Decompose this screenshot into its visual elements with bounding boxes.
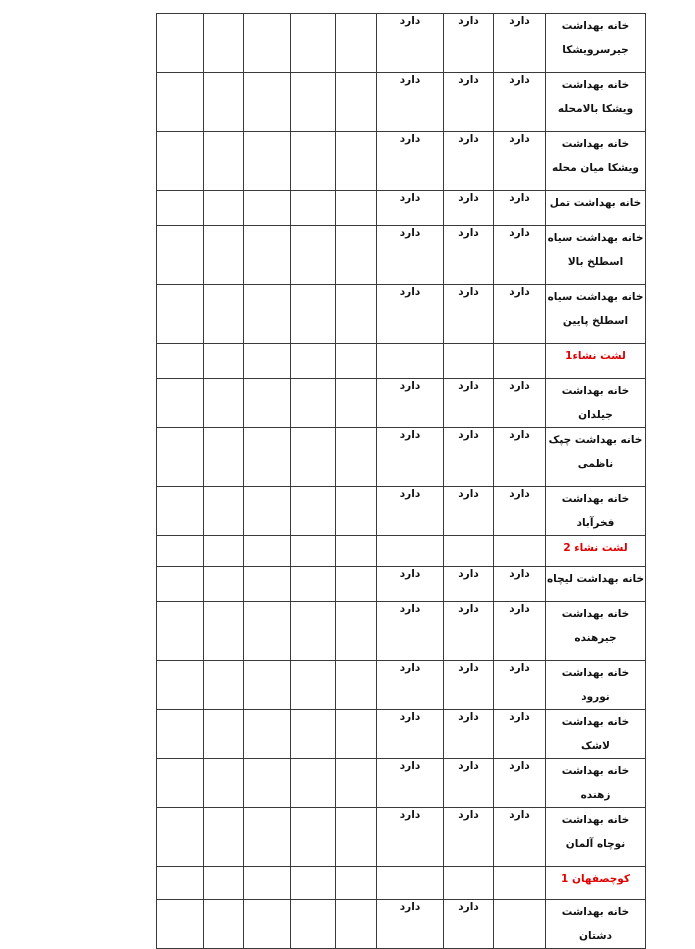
empty-cell xyxy=(157,132,204,191)
empty-cell xyxy=(291,226,336,285)
table-row xyxy=(157,567,646,602)
empty-cell xyxy=(244,14,291,73)
empty-cell xyxy=(157,226,204,285)
status-cell: دارد xyxy=(494,226,546,285)
table-row xyxy=(157,808,646,867)
table-row xyxy=(157,191,646,226)
empty-cell xyxy=(291,73,336,132)
status-cell: دارد xyxy=(444,14,494,73)
table-row xyxy=(157,487,646,536)
health-house-table xyxy=(156,13,646,949)
empty-cell xyxy=(204,73,244,132)
status-cell: دارد xyxy=(444,710,494,759)
status-cell xyxy=(444,867,494,900)
empty-cell xyxy=(291,285,336,344)
table-row xyxy=(157,900,646,949)
status-cell: دارد xyxy=(444,487,494,536)
empty-cell xyxy=(336,900,377,949)
section-row xyxy=(157,867,646,900)
status-cell: دارد xyxy=(494,191,546,226)
empty-cell xyxy=(336,191,377,226)
facility-name: خانه بهداشت لیچاه xyxy=(546,567,646,602)
empty-cell xyxy=(291,428,336,487)
empty-cell xyxy=(336,536,377,567)
status-cell: دارد xyxy=(377,567,444,602)
status-cell: دارد xyxy=(377,487,444,536)
status-cell: دارد xyxy=(494,285,546,344)
status-cell: دارد xyxy=(377,710,444,759)
section-row xyxy=(157,536,646,567)
status-cell xyxy=(377,536,444,567)
empty-cell xyxy=(157,344,204,379)
empty-cell xyxy=(204,285,244,344)
facility-name: خانه بهداشت نورود xyxy=(546,661,646,710)
table-row xyxy=(157,73,646,132)
empty-cell xyxy=(204,567,244,602)
status-cell xyxy=(377,344,444,379)
table-row xyxy=(157,710,646,759)
facility-name: خانه بهداشت ویشکا میان محله xyxy=(546,132,646,191)
empty-cell xyxy=(291,14,336,73)
empty-cell xyxy=(157,379,204,428)
empty-cell xyxy=(336,226,377,285)
empty-cell xyxy=(204,487,244,536)
status-cell: دارد xyxy=(494,567,546,602)
empty-cell xyxy=(157,710,204,759)
empty-cell xyxy=(204,428,244,487)
status-cell: دارد xyxy=(494,428,546,487)
empty-cell xyxy=(336,487,377,536)
status-cell: دارد xyxy=(444,379,494,428)
empty-cell xyxy=(336,428,377,487)
status-cell: دارد xyxy=(377,14,444,73)
empty-cell xyxy=(291,132,336,191)
status-cell: دارد xyxy=(494,487,546,536)
table-row xyxy=(157,285,646,344)
empty-cell xyxy=(157,567,204,602)
section-label: کوچصفهان 1 xyxy=(546,867,646,900)
empty-cell xyxy=(204,602,244,661)
empty-cell xyxy=(157,487,204,536)
empty-cell xyxy=(244,602,291,661)
status-cell: دارد xyxy=(494,379,546,428)
empty-cell xyxy=(291,759,336,808)
empty-cell xyxy=(291,567,336,602)
status-cell: دارد xyxy=(494,132,546,191)
table-row xyxy=(157,661,646,710)
status-cell: دارد xyxy=(494,808,546,867)
empty-cell xyxy=(157,73,204,132)
facility-name: خانه بهداشت جیلدان xyxy=(546,379,646,428)
status-cell: دارد xyxy=(444,900,494,949)
facility-name: خانه بهداشت زهنده xyxy=(546,759,646,808)
empty-cell xyxy=(291,536,336,567)
empty-cell xyxy=(336,285,377,344)
facility-name: خانه بهداشت ویشکا بالامحله xyxy=(546,73,646,132)
empty-cell xyxy=(336,867,377,900)
empty-cell xyxy=(204,14,244,73)
empty-cell xyxy=(204,661,244,710)
status-cell: دارد xyxy=(377,73,444,132)
empty-cell xyxy=(204,132,244,191)
empty-cell xyxy=(157,602,204,661)
empty-cell xyxy=(336,661,377,710)
status-cell: دارد xyxy=(444,73,494,132)
empty-cell xyxy=(204,759,244,808)
empty-cell xyxy=(244,661,291,710)
empty-cell xyxy=(291,867,336,900)
status-cell: دارد xyxy=(377,661,444,710)
empty-cell xyxy=(244,900,291,949)
empty-cell xyxy=(336,73,377,132)
empty-cell xyxy=(244,487,291,536)
status-cell: دارد xyxy=(377,285,444,344)
empty-cell xyxy=(336,710,377,759)
empty-cell xyxy=(336,808,377,867)
status-cell xyxy=(444,344,494,379)
empty-cell xyxy=(244,285,291,344)
empty-cell xyxy=(204,226,244,285)
facility-name: خانه بهداشت تمل xyxy=(546,191,646,226)
empty-cell xyxy=(336,132,377,191)
status-cell: دارد xyxy=(377,428,444,487)
section-label: لشت نشاء1 xyxy=(546,344,646,379)
status-cell xyxy=(494,867,546,900)
empty-cell xyxy=(157,759,204,808)
facility-name: خانه بهداشت سیاه اسطلخ بالا xyxy=(546,226,646,285)
empty-cell xyxy=(157,428,204,487)
empty-cell xyxy=(244,428,291,487)
facility-name: خانه بهداشت لاشک xyxy=(546,710,646,759)
empty-cell xyxy=(157,900,204,949)
empty-cell xyxy=(157,285,204,344)
empty-cell xyxy=(291,191,336,226)
empty-cell xyxy=(157,867,204,900)
status-cell: دارد xyxy=(444,285,494,344)
empty-cell xyxy=(244,567,291,602)
facility-name: خانه بهداشت جیرسرویشکا xyxy=(546,14,646,73)
empty-cell xyxy=(244,867,291,900)
empty-cell xyxy=(244,808,291,867)
empty-cell xyxy=(336,567,377,602)
table-row xyxy=(157,379,646,428)
status-cell: دارد xyxy=(494,602,546,661)
empty-cell xyxy=(291,808,336,867)
status-cell: دارد xyxy=(444,567,494,602)
table-row xyxy=(157,602,646,661)
empty-cell xyxy=(291,344,336,379)
status-cell: دارد xyxy=(377,132,444,191)
status-cell: دارد xyxy=(377,226,444,285)
empty-cell xyxy=(336,344,377,379)
empty-cell xyxy=(157,661,204,710)
empty-cell xyxy=(244,759,291,808)
empty-cell xyxy=(291,487,336,536)
empty-cell xyxy=(204,808,244,867)
status-cell: دارد xyxy=(377,602,444,661)
facility-name: خانه بهداشت فخرآباد xyxy=(546,487,646,536)
status-cell: دارد xyxy=(377,759,444,808)
status-cell: دارد xyxy=(377,379,444,428)
status-cell xyxy=(444,536,494,567)
empty-cell xyxy=(204,900,244,949)
empty-cell xyxy=(244,536,291,567)
empty-cell xyxy=(244,73,291,132)
table-row xyxy=(157,14,646,73)
facility-name: خانه بهداشت سیاه اسطلخ پایین xyxy=(546,285,646,344)
table-row xyxy=(157,226,646,285)
status-cell: دارد xyxy=(377,808,444,867)
empty-cell xyxy=(244,226,291,285)
empty-cell xyxy=(157,14,204,73)
empty-cell xyxy=(204,344,244,379)
empty-cell xyxy=(204,710,244,759)
empty-cell xyxy=(204,536,244,567)
table-row xyxy=(157,132,646,191)
status-cell: دارد xyxy=(494,759,546,808)
section-row xyxy=(157,344,646,379)
empty-cell xyxy=(244,344,291,379)
empty-cell xyxy=(157,536,204,567)
empty-cell xyxy=(204,867,244,900)
empty-cell xyxy=(244,132,291,191)
empty-cell xyxy=(291,379,336,428)
status-cell: دارد xyxy=(494,73,546,132)
status-cell: دارد xyxy=(444,661,494,710)
empty-cell xyxy=(244,379,291,428)
empty-cell xyxy=(204,379,244,428)
empty-cell xyxy=(157,191,204,226)
status-cell: دارد xyxy=(444,191,494,226)
empty-cell xyxy=(204,191,244,226)
status-cell xyxy=(494,344,546,379)
status-cell: دارد xyxy=(444,808,494,867)
empty-cell xyxy=(336,14,377,73)
status-cell: دارد xyxy=(444,226,494,285)
status-cell: دارد xyxy=(377,900,444,949)
status-cell: دارد xyxy=(494,710,546,759)
empty-cell xyxy=(291,602,336,661)
facility-name: خانه بهداشت نوچاه آلمان xyxy=(546,808,646,867)
status-cell: دارد xyxy=(494,661,546,710)
section-label: لشت نشاء 2 xyxy=(546,536,646,567)
empty-cell xyxy=(291,661,336,710)
facility-name: خانه بهداشت دشتان xyxy=(546,900,646,949)
empty-cell xyxy=(244,191,291,226)
status-cell: دارد xyxy=(444,759,494,808)
empty-cell xyxy=(336,759,377,808)
table-row xyxy=(157,759,646,808)
empty-cell xyxy=(336,602,377,661)
status-cell: دارد xyxy=(494,14,546,73)
facility-name: خانه بهداشت چپک ناظمی xyxy=(546,428,646,487)
facility-name: خانه بهداشت جیرهنده xyxy=(546,602,646,661)
status-cell: دارد xyxy=(377,191,444,226)
empty-cell xyxy=(157,808,204,867)
status-cell xyxy=(377,867,444,900)
empty-cell xyxy=(291,710,336,759)
status-cell xyxy=(494,536,546,567)
empty-cell xyxy=(244,710,291,759)
table-row xyxy=(157,428,646,487)
empty-cell xyxy=(291,900,336,949)
status-cell: دارد xyxy=(444,132,494,191)
empty-cell xyxy=(336,379,377,428)
status-cell xyxy=(494,900,546,949)
status-cell: دارد xyxy=(444,428,494,487)
status-cell: دارد xyxy=(444,602,494,661)
